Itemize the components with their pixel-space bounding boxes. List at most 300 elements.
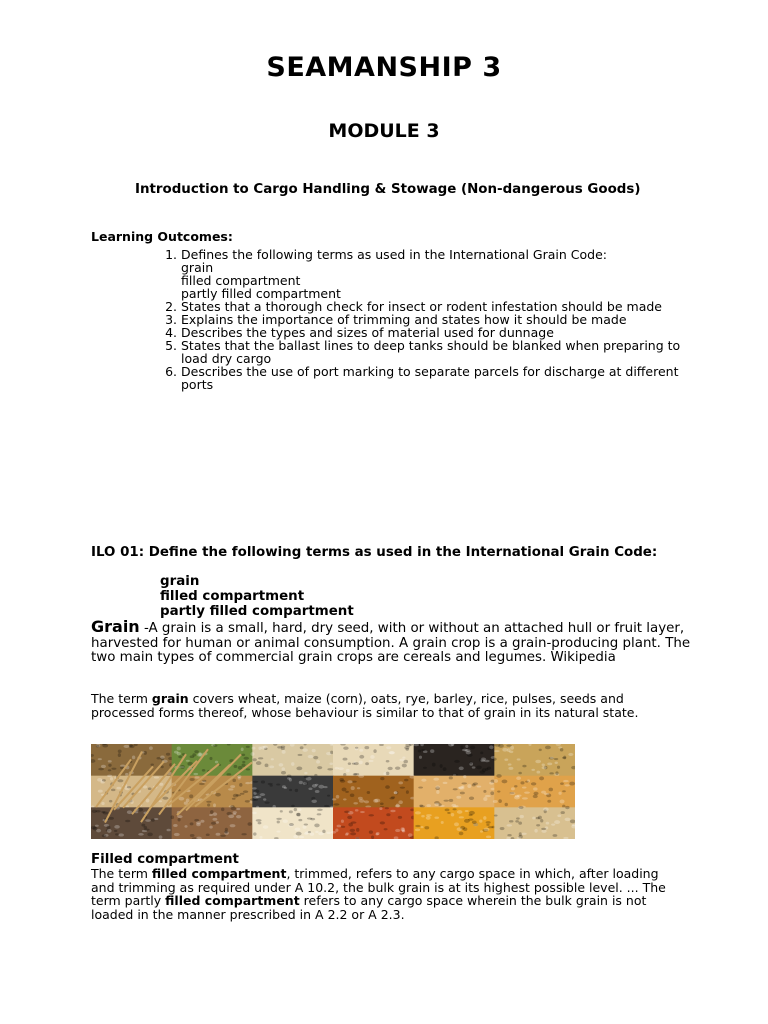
grain-speck	[186, 760, 190, 762]
grain-definition	[91, 617, 691, 666]
grain-speck	[539, 776, 544, 780]
grain-speck	[484, 828, 490, 832]
grain-speck	[395, 766, 400, 769]
grain-speck	[108, 764, 111, 767]
grain-speck	[563, 780, 569, 782]
grain-speck	[432, 763, 436, 767]
grain-speck	[333, 803, 339, 805]
grain-speck	[459, 832, 464, 836]
grain-speck	[291, 762, 294, 766]
grain-speck	[561, 811, 565, 814]
grain-speck	[159, 835, 163, 839]
grain-speck	[96, 745, 100, 748]
grain-speck	[111, 768, 116, 770]
grain-speck	[151, 818, 155, 821]
grain-speck	[540, 819, 543, 823]
grain-speck	[284, 787, 288, 789]
grain-speck	[564, 784, 569, 786]
grain-speck	[398, 816, 402, 819]
grain-speck	[212, 818, 217, 821]
outcome-text: Describes the use of port marking to separate parcels for discharge at different ports	[181, 364, 679, 392]
grain-speck	[380, 777, 384, 780]
grain-speck	[258, 822, 262, 825]
grain-speck	[492, 826, 495, 829]
grain-speck	[241, 747, 244, 751]
grain-speck	[98, 790, 103, 793]
grain-speck	[323, 786, 327, 788]
grain-speck	[415, 829, 420, 832]
outcome-number: 6.	[165, 364, 177, 379]
grain-speck	[369, 760, 374, 762]
grain-speck	[547, 800, 551, 803]
grain-speck	[542, 766, 547, 769]
grain-speck	[295, 789, 299, 792]
grain-speck	[304, 775, 309, 778]
grain-speck	[209, 757, 212, 760]
grain-speck	[190, 822, 194, 825]
grain-speck	[347, 816, 352, 820]
grain-speck	[459, 766, 464, 770]
grain-speck	[457, 827, 462, 831]
outcome-text: States that the ballast lines to deep tanks should be blanked when preparing to load dry cargo	[181, 338, 681, 366]
document-title: SEAMANSHIP 3	[266, 52, 502, 83]
grain-speck	[490, 791, 494, 795]
grain-speck	[493, 758, 497, 761]
grain-speck	[395, 804, 401, 807]
grain-speck	[327, 768, 333, 770]
grain-speck	[555, 762, 558, 765]
grain-speck	[111, 789, 116, 792]
grain-speck	[451, 804, 456, 807]
grain-speck	[459, 816, 464, 818]
grain-speck	[254, 789, 259, 792]
grain-speck	[293, 835, 298, 838]
grain-speck	[449, 776, 453, 779]
grain-speck	[282, 750, 286, 754]
grain-speck	[310, 818, 315, 820]
grain-speck	[345, 833, 348, 835]
grain-speck	[315, 790, 320, 793]
grain-speck	[352, 763, 355, 765]
ilo-term-item: grain	[160, 574, 200, 589]
grain-speck	[344, 811, 350, 813]
grain-speck	[202, 780, 206, 782]
grain-speck	[508, 767, 513, 770]
grain-speck	[108, 769, 112, 771]
grain-speck	[465, 810, 469, 812]
grain-speck	[536, 771, 540, 774]
grain-speck	[228, 788, 233, 790]
grain-speck	[109, 817, 114, 820]
grain-speck	[226, 773, 231, 776]
grain-speck	[486, 835, 491, 838]
grain-speck	[336, 795, 339, 799]
grain-speck	[550, 757, 554, 759]
grain-speck	[399, 759, 404, 762]
grain-speck	[144, 826, 148, 829]
grain-speck	[225, 831, 228, 833]
grain-speck	[265, 802, 270, 804]
ilo-heading: ILO 01: Define the following terms as used in the International Grain Code:	[91, 545, 658, 560]
grain-speck	[386, 813, 390, 816]
grain-speck	[258, 757, 263, 759]
grain-speck	[194, 750, 199, 753]
grain-speck	[554, 820, 560, 824]
grain-speck	[436, 786, 440, 789]
grain-speck	[522, 786, 527, 788]
grain-speck	[145, 819, 150, 822]
grain-speck	[522, 765, 526, 768]
grain-speck	[365, 762, 369, 765]
grain-speck	[253, 781, 258, 783]
grain-speck	[206, 801, 211, 803]
grain-speck	[243, 790, 248, 793]
grain-speck	[360, 811, 365, 813]
grain-speck	[510, 746, 514, 750]
grain-speck	[330, 751, 333, 755]
outcome-sub-item: grain	[181, 260, 214, 275]
grain-speck	[510, 792, 516, 795]
filled-compartment-heading: Filled compartment	[91, 852, 239, 867]
grain-speck	[476, 765, 482, 769]
grain-speck	[114, 830, 117, 832]
grain-speck	[358, 775, 364, 778]
outcome-number: 1.	[165, 247, 177, 262]
grain-speck	[518, 821, 522, 824]
grain-speck	[436, 790, 439, 794]
grain-speck	[415, 811, 421, 814]
grain-speck	[92, 810, 97, 813]
grain-speck	[371, 836, 374, 839]
grain-speck	[538, 816, 542, 820]
grain-speck	[464, 819, 470, 823]
grain-speck	[469, 761, 472, 764]
grain-speck	[215, 761, 218, 764]
grain-speck	[331, 831, 337, 834]
grain-speck	[479, 819, 482, 822]
grain-speck	[171, 815, 174, 819]
grain-speck	[260, 746, 266, 750]
grain-speck	[461, 782, 467, 784]
grain-speck	[545, 746, 551, 750]
grain-speck	[517, 758, 521, 760]
grain-speck	[199, 783, 205, 785]
grain-speck	[107, 775, 112, 777]
grain-speck	[132, 755, 135, 759]
grain-speck	[536, 824, 540, 826]
grain-speck	[233, 813, 236, 815]
grain-speck	[445, 809, 450, 812]
grain-speck	[357, 787, 360, 789]
grain-speck	[398, 800, 402, 804]
grain-speck	[539, 749, 542, 751]
grain-speck	[364, 746, 369, 749]
grain-speck	[310, 832, 314, 835]
grain-tile	[414, 807, 495, 839]
grain-speck	[355, 809, 359, 811]
grain-speck	[263, 798, 266, 800]
grains-photo	[91, 744, 575, 839]
grain-speck	[353, 802, 358, 804]
grain-speck	[489, 782, 494, 785]
grain-speck	[483, 797, 487, 801]
grain-speck	[287, 775, 292, 778]
grain-speck	[245, 782, 250, 784]
grain-speck	[232, 779, 236, 783]
grain-speck	[345, 791, 349, 793]
grain-speck	[477, 785, 482, 787]
grain-speck	[130, 800, 133, 804]
grain-speck	[562, 757, 566, 759]
grain-speck	[241, 754, 245, 756]
grain-speck	[252, 747, 256, 750]
grain-speck	[322, 830, 325, 834]
grain-speck	[560, 748, 564, 752]
grain-speck	[195, 776, 200, 778]
grain-speck	[338, 767, 344, 770]
grain-speck	[472, 766, 476, 768]
grain-speck	[106, 825, 110, 829]
grain-speck	[232, 798, 236, 800]
grain-speck	[174, 833, 180, 836]
grain-speck	[173, 824, 178, 827]
grain-speck	[180, 765, 185, 769]
grain-speck	[415, 825, 421, 827]
grain-speck	[467, 784, 471, 788]
grain-speck	[533, 795, 538, 798]
grain-speck	[230, 785, 235, 788]
grain-speck	[390, 810, 395, 812]
grains-photo-image	[91, 744, 575, 839]
grain-speck	[324, 805, 329, 807]
grain-speck	[216, 833, 221, 836]
grain-speck	[385, 807, 389, 809]
grain-speck	[359, 760, 363, 764]
grain-speck	[304, 782, 308, 785]
grain-speck	[193, 773, 198, 775]
grain-speck	[421, 779, 426, 782]
grain-speck	[296, 832, 302, 836]
grain-speck	[454, 760, 460, 763]
grain-speck	[373, 799, 378, 803]
grain-speck	[348, 823, 353, 827]
grain-speck	[125, 820, 130, 823]
outcome-number: 5.	[165, 338, 177, 353]
grain-speck	[356, 828, 359, 832]
grain-speck	[514, 785, 517, 787]
grain-speck	[402, 764, 407, 768]
grain-speck	[248, 822, 253, 826]
grain-speck	[480, 760, 485, 762]
grain-speck	[314, 823, 319, 827]
grain-speck	[524, 791, 530, 793]
grain-speck	[433, 778, 439, 781]
grain-speck	[259, 836, 262, 839]
grain-speck	[252, 812, 257, 815]
grain-speck	[166, 753, 170, 756]
grain-speck	[522, 797, 528, 799]
grain-speck	[419, 756, 422, 759]
grain-speck	[189, 778, 194, 781]
grain-speck	[465, 745, 468, 748]
grain-speck	[117, 779, 123, 782]
grain-speck	[265, 764, 269, 768]
grain-speck	[497, 790, 500, 792]
grain-speck	[443, 767, 447, 771]
grain-speck	[162, 797, 168, 800]
grain-speck	[565, 818, 571, 821]
grain-speck	[114, 825, 120, 829]
grain-speck	[386, 746, 391, 749]
grain-speck	[210, 810, 214, 814]
grain-speck	[342, 788, 347, 792]
grain-speck	[192, 753, 196, 756]
grain-speck	[296, 767, 302, 771]
grain-speck	[177, 815, 182, 818]
grain-speck	[379, 807, 382, 810]
grain-speck	[483, 816, 486, 820]
grain-speck	[404, 779, 408, 782]
grain-speck	[327, 795, 330, 797]
grain-speck	[263, 825, 269, 829]
grain-speck	[300, 746, 304, 749]
grain-speck	[253, 832, 256, 835]
grain-speck	[546, 822, 550, 825]
grain-speck	[276, 830, 280, 832]
grain-speck	[148, 787, 152, 790]
grain-speck	[346, 769, 350, 772]
learning-outcomes-heading: Learning Outcomes:	[91, 229, 233, 244]
grain-speck	[494, 814, 498, 816]
grain-speck	[547, 763, 552, 766]
grain-speck	[127, 786, 131, 788]
grain-speck	[190, 834, 195, 837]
grain-speck	[516, 776, 521, 780]
grain-speck	[261, 780, 265, 783]
grain-speck	[460, 746, 463, 750]
grain-speck	[386, 760, 390, 762]
grain-speck	[211, 822, 216, 825]
grain-speck	[215, 793, 221, 797]
grain-speck	[216, 821, 219, 824]
grain-speck	[421, 749, 425, 751]
grain-speck	[254, 799, 258, 801]
grain-speck	[404, 746, 409, 749]
grain-speck	[373, 749, 376, 753]
grain-speck	[116, 787, 121, 790]
grain-speck	[355, 748, 358, 751]
grain-speck	[461, 785, 464, 787]
grain-speck	[484, 760, 490, 763]
grain-speck	[389, 751, 395, 754]
grain-speck	[256, 761, 262, 765]
grain-speck	[518, 772, 522, 775]
grain-speck	[451, 813, 454, 816]
grain-speck	[343, 798, 347, 800]
grain-speck	[383, 772, 386, 775]
grain-speck	[516, 817, 520, 819]
grain-speck	[107, 829, 112, 833]
learning-outcomes-list	[157, 248, 687, 391]
intro-heading: Introduction to Cargo Handling & Stowage (Non-dangerous Goods)	[135, 182, 641, 197]
grain-speck	[494, 779, 498, 783]
grain-speck	[456, 796, 461, 799]
grain-speck	[507, 824, 513, 827]
grain-speck	[166, 829, 170, 832]
grain-speck	[303, 825, 307, 828]
grain-speck	[489, 745, 493, 749]
grain-speck	[238, 777, 241, 780]
grain-speck	[298, 819, 302, 821]
grain-speck	[289, 789, 292, 791]
grain-speck	[521, 833, 526, 835]
grain-speck	[289, 823, 294, 826]
grain-speck	[186, 799, 190, 803]
grain-speck	[231, 807, 237, 811]
grain-speck	[504, 759, 508, 761]
grain-speck	[246, 768, 250, 770]
grain-tile	[252, 776, 333, 808]
grain-speck	[351, 786, 355, 790]
grain-speck	[184, 825, 187, 828]
grain-speck	[271, 758, 274, 760]
grain-speck	[103, 811, 109, 814]
grain-speck	[494, 750, 500, 752]
grain-speck	[277, 746, 282, 748]
grain-speck	[241, 764, 245, 767]
grain-speck	[434, 803, 439, 806]
grain-speck	[118, 753, 121, 757]
grain-speck	[406, 790, 409, 794]
outcome-text: States that a thorough check for insect or rodent infestation should be made	[181, 299, 662, 314]
module-heading: MODULE 3	[328, 120, 440, 142]
grain-speck	[304, 823, 308, 825]
grain-speck	[299, 836, 304, 838]
grain-speck	[421, 826, 424, 828]
grain-speck	[332, 798, 336, 800]
grain-speck	[298, 808, 302, 811]
grain-speck	[178, 755, 182, 758]
grain-speck	[220, 835, 226, 837]
outcome-item	[157, 248, 687, 300]
grain-speck	[421, 815, 425, 817]
grain-speck	[277, 821, 280, 824]
outcome-text: Describes the types and sizes of material used for dunnage	[181, 325, 554, 340]
grain-speck	[253, 796, 259, 799]
grain-speck	[398, 781, 403, 784]
grain-speck	[317, 766, 322, 769]
grain-speck	[453, 808, 457, 810]
grain-speck	[156, 757, 160, 760]
grain-speck	[108, 760, 112, 762]
grain-speck	[557, 814, 561, 817]
grain-speck	[289, 810, 293, 813]
grain-speck	[515, 820, 519, 822]
grain-speck	[560, 782, 564, 785]
grain-speck	[454, 774, 458, 776]
grain-speck	[485, 795, 491, 797]
grain-speck	[426, 804, 431, 807]
grain-speck	[502, 780, 508, 784]
grain-speck	[441, 821, 444, 824]
grain-speck	[375, 833, 378, 835]
grain-speck	[443, 782, 448, 784]
grain-speck	[444, 800, 449, 802]
grain-speck	[535, 760, 541, 763]
grain-speck	[221, 808, 224, 812]
grain-speck	[341, 819, 344, 822]
grain-speck	[151, 763, 154, 765]
